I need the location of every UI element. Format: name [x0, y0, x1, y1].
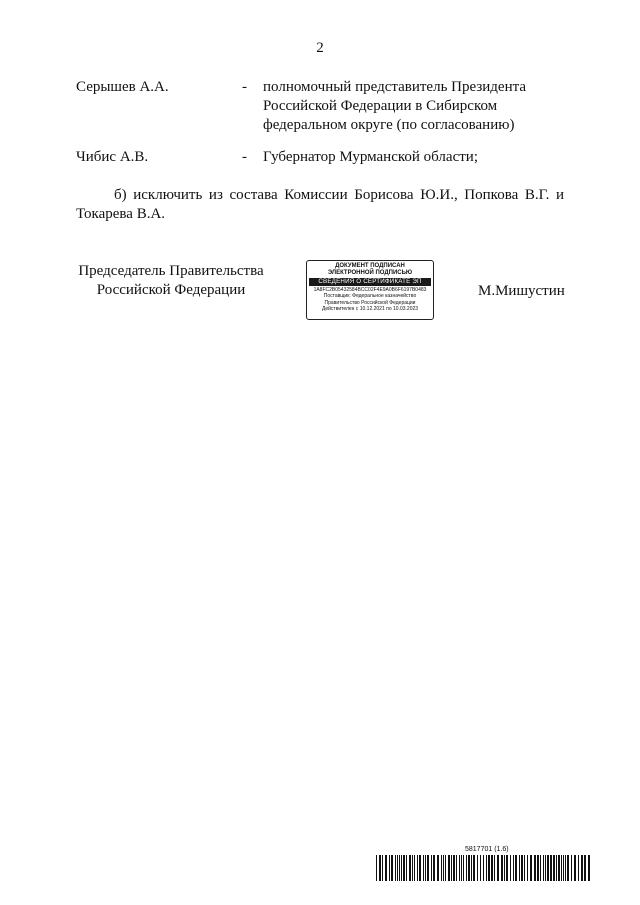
member-role	[263, 78, 563, 135]
stamp-cert-header: СВЕДЕНИЯ О СЕРТИФИКАТЕ ЭП	[309, 278, 431, 286]
stamp-title: ЭЛЕКТРОННОЙ ПОДПИСЬЮ	[327, 270, 413, 276]
stamp-serial: 1A8FC2B05432584BCC02F4E9A0B6F6197B0483	[313, 287, 427, 293]
exclusion-paragraph: б) исключить из состава Комиссии Борисова Ю.И., Попкова В.Г. и Токарева В.А.	[76, 187, 564, 222]
member-role-line: полномочный представитель Президента	[263, 79, 526, 95]
stamp-validity: Действителен с 10.12.2021 по 10.03.2023	[321, 306, 419, 313]
stamp-issuer: Поставщик: Федеральное казначейство	[323, 293, 417, 300]
stamp-title: ДОКУМЕНТ ПОДПИСАН	[335, 263, 405, 269]
barcode-image	[376, 855, 590, 881]
signatory-line: Председатель Правительства	[78, 263, 264, 279]
member-role-line: Губернатор Мурманской области;	[263, 149, 478, 165]
member-entry	[76, 78, 576, 138]
member-entry	[76, 148, 576, 168]
signatory-title	[76, 262, 266, 300]
stamp-issuer: Правительство Российской Федерации	[324, 299, 416, 306]
electronic-signature-stamp	[306, 260, 434, 320]
signer-name: М.Мишустин	[478, 283, 565, 299]
signatory-line: Российской Федерации	[96, 282, 246, 298]
member-dash: -	[242, 149, 247, 165]
member-role	[263, 148, 563, 167]
member-name: Серышев А.А.	[76, 79, 169, 95]
member-role-line: Российской Федерации в Сибирском	[263, 98, 498, 114]
page-number: 2	[316, 40, 324, 56]
document-code: 5817701 (1.6)	[465, 846, 509, 853]
member-dash: -	[242, 79, 247, 95]
member-role-line: федеральном округе (по согласованию)	[263, 117, 515, 133]
member-name: Чибис А.В.	[76, 149, 149, 165]
